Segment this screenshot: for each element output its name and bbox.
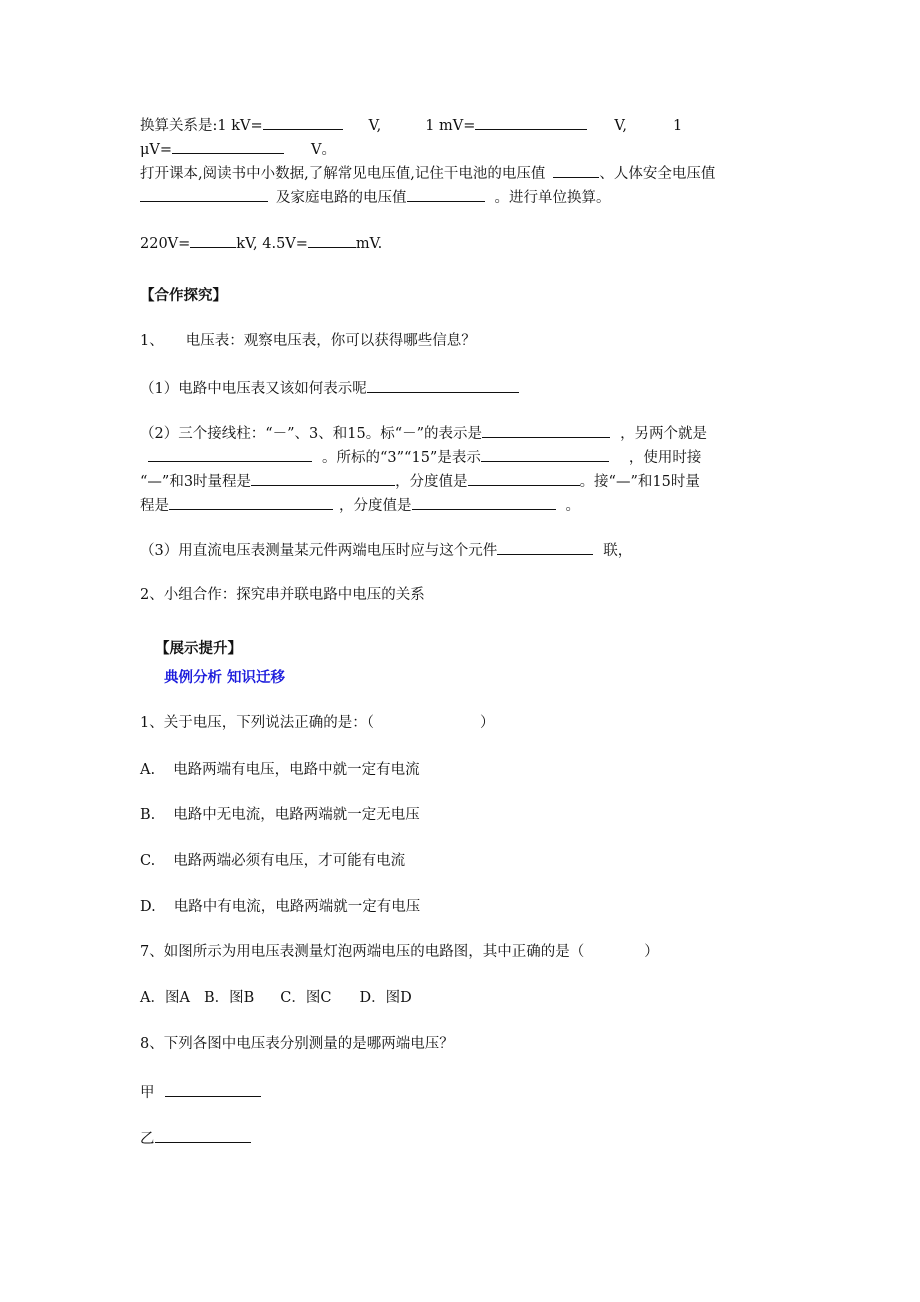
question-1-close: ） xyxy=(479,715,495,731)
coop-question-1 xyxy=(140,331,476,351)
option-text: 电路两端必须有电压，才可能有电流 xyxy=(173,853,406,869)
coop-sub1-text: （1）电路中电压表又该如何表示呢 xyxy=(140,381,367,397)
option-label: D. xyxy=(140,899,156,915)
answer-jia xyxy=(140,1081,261,1103)
option-text: 电路两端有电压，电路中就一定有电流 xyxy=(173,762,420,778)
reading-line-2 xyxy=(140,186,611,208)
q7-option-c: C．图C xyxy=(280,990,332,1006)
blank-home-voltage[interactable] xyxy=(407,186,485,202)
unit-v-2: V, xyxy=(614,118,627,134)
coop-sub2-text-e: “—”和3时量程是 xyxy=(140,474,252,490)
conversion-mv-text: 1 mV= xyxy=(425,118,476,134)
coop-sub-2-line-4 xyxy=(140,494,580,516)
coop-q1-text: 电压表：观察电压表，你可以获得哪些信息？ xyxy=(185,333,476,349)
coop-sub3-text-a: （3）用直流电压表测量某元件两端电压时应与这个元件 xyxy=(140,543,498,559)
q7-option-a: A．图A xyxy=(140,990,190,1006)
blank-220v-kv[interactable] xyxy=(190,232,236,248)
reading-line-1 xyxy=(140,162,715,184)
blank-yi[interactable] xyxy=(155,1127,251,1143)
calc-line xyxy=(140,232,382,254)
coop-question-2: 2、小组合作：探究串并联电路中电压的关系 xyxy=(140,587,425,603)
q7-option-b: B．图B xyxy=(203,990,255,1006)
calc-text-a: 220V= xyxy=(140,236,191,252)
blank-minus-meaning[interactable] xyxy=(482,422,610,438)
coop-sub2-text-c: 。所标的“3”“15”是表示 xyxy=(322,450,481,466)
option-label: B. xyxy=(140,807,156,823)
option-text: 电路中有电流，电路两端就一定有电压 xyxy=(173,899,421,915)
blank-division-15[interactable] xyxy=(412,494,556,510)
option-a xyxy=(140,760,420,780)
blank-3-15-meaning[interactable] xyxy=(481,446,609,462)
calc-text-b: kV, 4.5V= xyxy=(236,236,308,252)
blank-symbol[interactable] xyxy=(367,377,519,393)
question-7 xyxy=(140,942,659,962)
unit-v-3: V。 xyxy=(311,142,337,158)
blank-safe-voltage[interactable] xyxy=(140,186,268,202)
jia-label: 甲 xyxy=(140,1085,155,1101)
option-b xyxy=(140,805,420,825)
conversion-line-2 xyxy=(140,138,336,160)
coop-sub3-text-b: 联， xyxy=(603,543,633,559)
coop-sub2-text-f: ，分度值是 xyxy=(395,474,468,490)
blank-other-terminals[interactable] xyxy=(148,446,312,462)
blank-range-3[interactable] xyxy=(251,470,395,486)
option-label: A. xyxy=(140,762,156,778)
blank-uv[interactable] xyxy=(172,138,284,154)
coop-q1-number: 1、 xyxy=(140,333,164,349)
coop-sub2-text-i: ，分度值是 xyxy=(339,498,412,514)
coop-sub-2-line-3 xyxy=(140,470,700,492)
conversion-line-1 xyxy=(140,114,682,136)
coop-sub-3 xyxy=(140,539,632,561)
blank-jia[interactable] xyxy=(165,1081,261,1097)
conversion-uv-text: μV= xyxy=(140,142,173,158)
reading-text-c: 及家庭电路的电压值 xyxy=(276,190,407,206)
option-text: 电路中无电流，电路两端就一定无电压 xyxy=(173,807,420,823)
option-c xyxy=(140,851,405,871)
coop-sub2-text-a: （2）三个接线柱：“－”、3、和15。标“－”的表示是 xyxy=(140,426,483,442)
calc-text-c: mV. xyxy=(355,236,383,252)
coop-sub2-text-b: ，另两个就是 xyxy=(620,426,708,442)
option-label: C. xyxy=(140,853,156,869)
coop-heading: 【合作探究】 xyxy=(140,288,227,304)
reading-text-b: 、人体安全电压值 xyxy=(599,166,716,182)
blank-connection[interactable] xyxy=(497,539,593,555)
blank-division-3[interactable] xyxy=(468,470,580,486)
blank-4-5v-mv[interactable] xyxy=(308,232,356,248)
coop-sub2-text-g: 。接“—”和15时量 xyxy=(579,474,700,490)
coop-sub-2-line-1 xyxy=(140,422,707,444)
conversion-uv-number: 1 xyxy=(672,118,683,134)
show-subheading: 典例分析 知识迁移 xyxy=(164,670,286,686)
reading-text-d: 。进行单位换算。 xyxy=(494,190,611,206)
q7-option-d: D．图D xyxy=(359,990,412,1006)
question-1 xyxy=(140,713,494,733)
answer-yi xyxy=(140,1127,251,1149)
unit-v-1: V, xyxy=(368,118,382,134)
conversion-kv-text: 换算关系是:1 kV= xyxy=(140,118,263,134)
coop-sub2-text-d: ，使用时接 xyxy=(628,450,702,466)
question-7-options xyxy=(140,988,412,1008)
blank-mv[interactable] xyxy=(475,114,587,130)
yi-label: 乙 xyxy=(140,1131,155,1147)
option-d xyxy=(140,897,420,917)
blank-kv[interactable] xyxy=(263,114,343,130)
question-8: 8、下列各图中电压表分别测量的是哪两端电压？ xyxy=(140,1036,454,1052)
question-1-text: 1、关于电压，下列说法正确的是：（ xyxy=(140,715,374,731)
blank-battery-voltage[interactable] xyxy=(553,162,599,178)
coop-sub-1 xyxy=(140,377,519,399)
question-7-close: ） xyxy=(644,944,659,960)
coop-sub2-text-j: 。 xyxy=(565,498,580,514)
show-heading: 【展示提升】 xyxy=(155,641,242,657)
coop-sub-2-line-2 xyxy=(140,446,701,468)
coop-sub2-text-h: 程是 xyxy=(140,498,169,514)
question-7-text: 7、如图所示为用电压表测量灯泡两端电压的电路图，其中正确的是（ xyxy=(140,944,585,960)
reading-text-a: 打开课本,阅读书中小数据,了解常见电压值,记住干电池的电压值 xyxy=(140,166,546,182)
blank-range-15[interactable] xyxy=(169,494,333,510)
